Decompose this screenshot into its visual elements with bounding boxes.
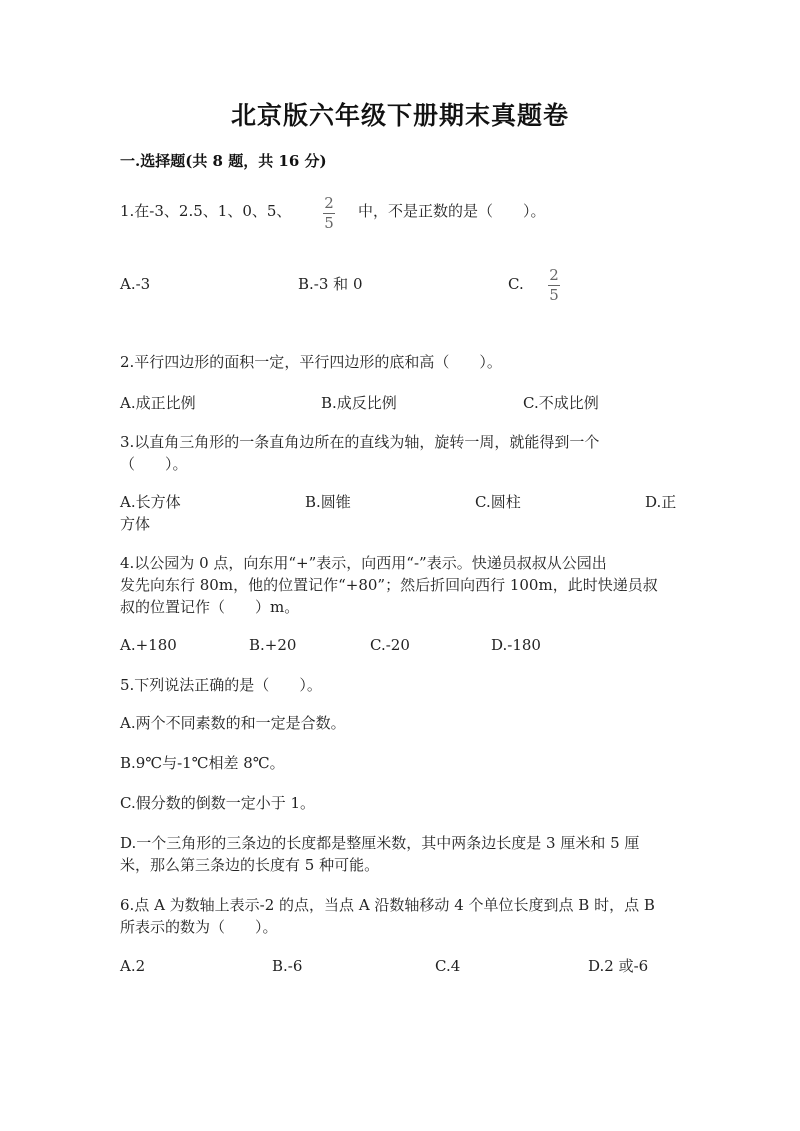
section-heading: 一.选择题(共 8 题，共 16 分) bbox=[120, 152, 327, 170]
question-4-stem-line-1: 4.以公园为 0 点，向东用“+”表示，向西用“-”表示。快递员叔叔从公园出 bbox=[120, 554, 607, 572]
question-3-option-d[interactable]: D.正 bbox=[645, 493, 677, 511]
question-4-option-d[interactable]: D.-180 bbox=[491, 636, 541, 654]
question-2-option-a[interactable]: A.成正比例 bbox=[120, 394, 196, 412]
question-3-option-d-wrap: 方体 bbox=[120, 515, 151, 533]
question-6-stem-line-2: 所表示的数为（ ）。 bbox=[120, 918, 278, 936]
question-5-option-b[interactable]: B.9℃与-1℃相差 8℃。 bbox=[120, 754, 285, 772]
question-6-option-b[interactable]: B.-6 bbox=[272, 957, 303, 975]
question-6-option-a[interactable]: A.2 bbox=[120, 957, 146, 975]
question-4-option-c[interactable]: C.-20 bbox=[370, 636, 410, 654]
fraction-denominator: 5 bbox=[324, 214, 334, 232]
fraction-numerator: 2 bbox=[549, 266, 559, 284]
question-5-option-d[interactable]: D.一个三角形的三条边的长度都是整厘米数，其中两条边长度是 3 厘米和 5 厘 bbox=[120, 834, 640, 852]
question-6-stem-line-1: 6.点 A 为数轴上表示-2 的点，当点 A 沿数轴移动 4 个单位长度到点 B 时，点 B bbox=[120, 896, 655, 914]
page-title: 北京版六年级下册期末真题卷 bbox=[230, 101, 569, 130]
question-6-option-d[interactable]: D.2 或-6 bbox=[588, 957, 649, 975]
question-1-option-b[interactable]: B.-3 和 0 bbox=[298, 275, 363, 293]
question-5-stem: 5.下列说法正确的是（ ）。 bbox=[120, 676, 322, 694]
question-4-stem-line-2: 发先向东行 80m，他的位置记作“+80”；然后折回向西行 100m，此时快递员叔 bbox=[120, 576, 658, 594]
question-1-option-c[interactable]: C. bbox=[508, 275, 524, 293]
question-5-option-c[interactable]: C.假分数的倒数一定小于 1。 bbox=[120, 794, 316, 812]
question-6-option-c[interactable]: C.4 bbox=[435, 957, 461, 975]
question-1-fraction bbox=[322, 195, 336, 232]
question-1-stem-end: 中，不是正数的是（ ）。 bbox=[358, 202, 546, 220]
question-3-option-b[interactable]: B.圆锥 bbox=[305, 493, 351, 511]
question-5-option-a[interactable]: A.两个不同素数的和一定是合数。 bbox=[120, 714, 346, 732]
question-1-option-a[interactable]: A.-3 bbox=[120, 275, 151, 293]
option-c-fraction bbox=[547, 267, 561, 304]
question-4-stem-line-3: 叔的位置记作（ ）m。 bbox=[120, 598, 300, 616]
fraction-denominator: 5 bbox=[549, 286, 559, 304]
question-4-option-b[interactable]: B.+20 bbox=[249, 636, 297, 654]
question-3-option-c[interactable]: C.圆柱 bbox=[475, 493, 521, 511]
question-2-option-c[interactable]: C.不成比例 bbox=[523, 394, 599, 412]
question-3-stem-line-1: 3.以直角三角形的一条直角边所在的直线为轴，旋转一周，就能得到一个 bbox=[120, 433, 600, 451]
question-2-stem: 2.平行四边形的面积一定，平行四边形的底和高（ ）。 bbox=[120, 353, 502, 371]
question-3-option-a[interactable]: A.长方体 bbox=[120, 493, 181, 511]
question-1-stem-start: 1.在-3、2.5、1、0、5、 bbox=[120, 202, 292, 220]
question-5-option-d-wrap: 米，那么第三条边的长度有 5 种可能。 bbox=[120, 856, 380, 874]
question-3-stem-line-2: （ ）。 bbox=[120, 455, 188, 473]
question-2-option-b[interactable]: B.成反比例 bbox=[321, 394, 397, 412]
question-4-option-a[interactable]: A.+180 bbox=[120, 636, 177, 654]
fraction-numerator: 2 bbox=[324, 194, 334, 212]
